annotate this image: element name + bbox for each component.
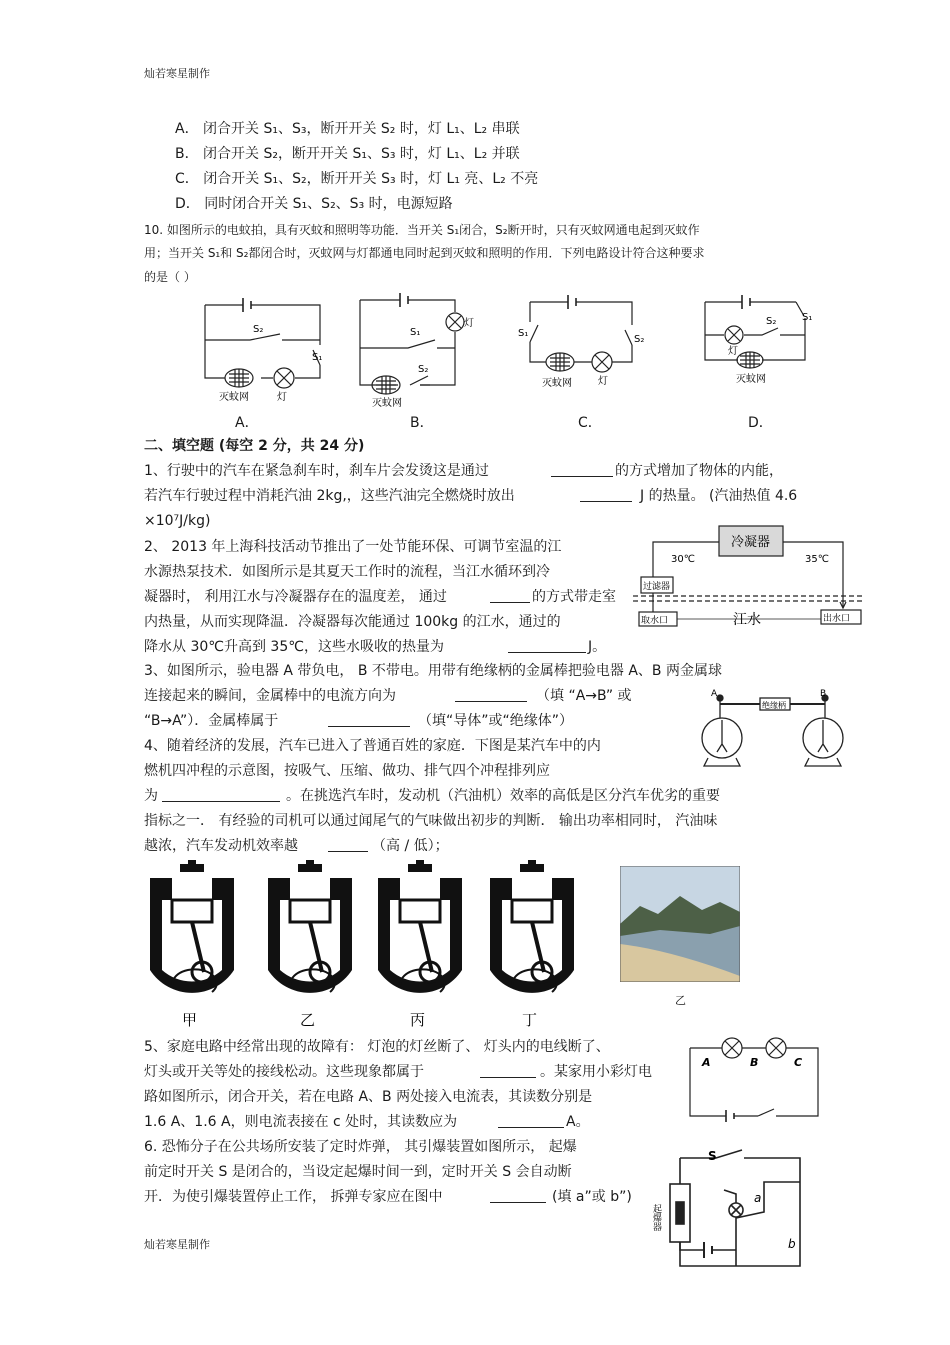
engine-label-jia: 甲 <box>182 1011 198 1029</box>
label-net: 灭蚊网 <box>736 374 766 385</box>
q3-line1: 3、如图所示，验电器 A 带负电， B 不带电。用带有绝缘柄的金属棒把验电器 A、B 两金属球 <box>144 663 722 679</box>
photo-caption: 乙 <box>675 994 686 1007</box>
q5-line3: 路如图所示，闭合开关，若在电路 A、B 两处接入电流表，其读数分别是 <box>144 1089 593 1105</box>
label-s1: S₁ <box>312 352 323 363</box>
label-net: 灭蚊网 <box>372 398 402 409</box>
label-net: 灭蚊网 <box>219 392 249 403</box>
q1-line1a: 1、行驶中的汽车在紧急刹车时，刹车片会发烫这是通过 <box>144 463 489 479</box>
label-lamp: 灯 <box>464 318 474 329</box>
choice-a-label: A． <box>235 415 259 431</box>
electroscope-diagram <box>700 688 850 770</box>
handle-label: 绝缘柄 <box>762 701 786 710</box>
q3-blank2[interactable] <box>328 712 410 732</box>
scope-b-label: B <box>820 689 827 699</box>
q2-line3a: 凝器时， 利用江水与冷凝器存在的温度差， 通过 <box>144 589 447 605</box>
choice-d-label: D． <box>748 415 773 431</box>
q10-line1: 10. 如图所示的电蚊拍，具有灭蚊和照明等功能．当开关 S₁闭合，S₂断开时，只有灭蚊网通电起到灭蚊作 <box>144 223 700 237</box>
q9-option-d: D． 同时闭合开关 S₁、S₂、S₃ 时，电源短路 <box>175 196 453 212</box>
label-s1: S₁ <box>802 312 813 323</box>
label-s1: S₁ <box>518 328 529 339</box>
q3-line3b: （填“导体”或“绝缘体”） <box>418 713 574 729</box>
q4-blank1[interactable] <box>162 787 280 807</box>
q4-line1: 4、随着经济的发展，汽车已进入了普通百姓的家庭．下图是某汽车中的内 <box>144 738 601 754</box>
q1-line3: ×10⁷J/kg) <box>144 513 211 529</box>
engine-label-ding: 丁 <box>522 1011 538 1029</box>
circuit-diagram-a <box>195 290 330 410</box>
q10-line2: 用；当开关 S₁和 S₂都闭合时，灭蚊网与灯都通电同时起到灭蚊和照明的作用．下列电路设计符合这种要求 <box>144 246 705 260</box>
q9-option-c: C． 闭合开关 S₁、S₂，断开开关 S₃ 时，灯 L₁ 亮、L₂ 不亮 <box>175 171 539 187</box>
q6-line3a: 开．为使引爆装置停止工作， 拆弹专家应在图中 <box>144 1189 443 1205</box>
filter-label: 过滤器 <box>643 582 671 592</box>
q5-blank2[interactable] <box>498 1113 564 1133</box>
q2-line1: 2、 2013 年上海科技活动节推出了一处节能环保、可调节室温的江 <box>144 539 562 555</box>
q1-line2b: J 的热量。 (汽油热值 4.6 <box>640 488 798 504</box>
point-a-label: A <box>702 1056 711 1069</box>
detonator-label: 起爆器 <box>651 1204 661 1231</box>
point-c-label: C <box>794 1056 803 1069</box>
q9-option-b: B． 闭合开关 S₂，断开开关 S₁、S₃ 时，灯 L₁、L₂ 并联 <box>175 146 520 162</box>
heat-pump-diagram <box>633 520 863 635</box>
temp-out-label: 35℃ <box>805 554 829 565</box>
q3-line3a: “B→A”）．金属棒属于 <box>144 713 279 729</box>
q1-line2a: 若汽车行驶过程中消耗汽油 2kg,，这些汽油完全燃烧时放出 <box>144 488 515 504</box>
choice-b-label: B． <box>410 415 434 431</box>
q6-line3b: (填 a”或 b”) <box>552 1189 632 1205</box>
q2-blank1[interactable] <box>490 588 530 608</box>
q5-line2b: 。某家用小彩灯电 <box>540 1064 652 1080</box>
condenser-label: 冷凝器 <box>731 535 771 550</box>
q5-line4b: A。 <box>566 1114 590 1130</box>
q4-line2: 燃机四冲程的示意图，按吸气、压缩、做功、排气四个冲程排列应 <box>144 763 550 779</box>
circuit-diagram-d <box>700 290 825 395</box>
wire-a-label: a <box>754 1191 762 1205</box>
engine-label-bing: 丙 <box>410 1011 426 1029</box>
q5-line1: 5、家庭电路中经常出现的故障有： 灯泡的灯丝断了、 灯头内的电线断了、 <box>144 1039 610 1055</box>
label-lamp: 灯 <box>728 346 738 357</box>
scope-a-label: A <box>711 689 718 699</box>
q1-blank1[interactable] <box>551 462 613 482</box>
page-footer: 灿若寒星制作 <box>144 1238 210 1251</box>
q4-line5a: 越浓，汽车发动机效率越 <box>144 838 298 854</box>
q4-line3a: 为 <box>144 788 158 804</box>
q3-line2b: （填 “A→B” 或 <box>536 688 632 704</box>
label-s2: S₂ <box>418 364 429 375</box>
q3-line2a: 连接起来的瞬间，金属棒中的电流方向为 <box>144 688 396 704</box>
q2-line4: 内热量，从而实现降温．冷凝器每次能通过 100kg 的江水，通过的 <box>144 614 561 630</box>
label-net: 灭蚊网 <box>542 378 572 389</box>
q9-option-a: A． 闭合开关 S₁、S₃，断开开关 S₂ 时，灯 L₁、L₂ 串联 <box>175 121 520 137</box>
label-lamp: 灯 <box>598 376 608 387</box>
beach-photo <box>620 866 740 982</box>
q4-line3b: 。在挑选汽车时，发动机（汽油机）效率的高低是区分汽车优劣的重要 <box>286 788 720 804</box>
engine-label-yi: 乙 <box>300 1011 316 1029</box>
switch-s-label: S <box>708 1149 717 1163</box>
q4-line4: 指标之一． 有经验的司机可以通过闻尾气的气味做出初步的判断． 输出功率相同时， 汽油味 <box>144 813 718 829</box>
q6-blank1[interactable] <box>490 1188 546 1208</box>
q2-line5b: J。 <box>588 639 607 655</box>
q4-blank2[interactable] <box>328 837 368 857</box>
string-lights-circuit <box>686 1036 826 1124</box>
label-s1: S₁ <box>410 327 421 338</box>
circuit-diagram-c <box>510 290 650 400</box>
label-s2: S₂ <box>766 316 777 327</box>
detonator-circuit <box>646 1146 806 1278</box>
label-s2: S₂ <box>634 334 645 345</box>
q2-line3b: 的方式带走室 <box>532 589 616 605</box>
q1-line1b: 的方式增加了物体的内能， <box>615 463 783 479</box>
q5-blank1[interactable] <box>480 1063 536 1083</box>
q5-line2a: 灯头或开关等处的接线松动。这些现象都属于 <box>144 1064 424 1080</box>
q2-line2: 水源热泵技术．如图所示是其夏天工作时的流程，当江水循环到冷 <box>144 564 550 580</box>
inlet-label: 取水口 <box>641 616 669 626</box>
q3-blank1[interactable] <box>455 687 527 707</box>
engine-strokes-diagram <box>142 860 607 1030</box>
page-header: 灿若寒星制作 <box>144 67 210 80</box>
q5-line4a: 1.6 A、1.6 A，则电流表接在 c 处时，其读数应为 <box>144 1114 458 1130</box>
q10-line3: 的是（ ） <box>144 270 196 284</box>
circuit-diagram-b <box>350 290 485 410</box>
outlet-label: 出水口 <box>823 614 851 624</box>
river-label: 江水 <box>733 612 761 628</box>
temp-in-label: 30℃ <box>671 554 695 565</box>
label-s2: S₂ <box>253 324 264 335</box>
point-b-label: B <box>750 1056 759 1069</box>
q6-line1: 6. 恐怖分子在公共场所安装了定时炸弹， 其引爆装置如图所示， 起爆 <box>144 1139 577 1155</box>
choice-c-label: C． <box>578 415 602 431</box>
section-title: 二、填空题 (每空 2 分，共 24 分) <box>144 438 365 454</box>
q1-blank2[interactable] <box>580 487 632 507</box>
q6-line2: 前定时开关 S 是闭合的，当设定起爆时间一到，定时开关 S 会自动断 <box>144 1164 572 1180</box>
q4-line5b: （高 / 低）； <box>372 838 449 854</box>
q2-blank2[interactable] <box>508 638 586 658</box>
q2-line5a: 降水从 30℃升高到 35℃，这些水吸收的热量为 <box>144 639 444 655</box>
wire-b-label: b <box>788 1237 796 1251</box>
label-lamp: 灯 <box>277 392 287 403</box>
